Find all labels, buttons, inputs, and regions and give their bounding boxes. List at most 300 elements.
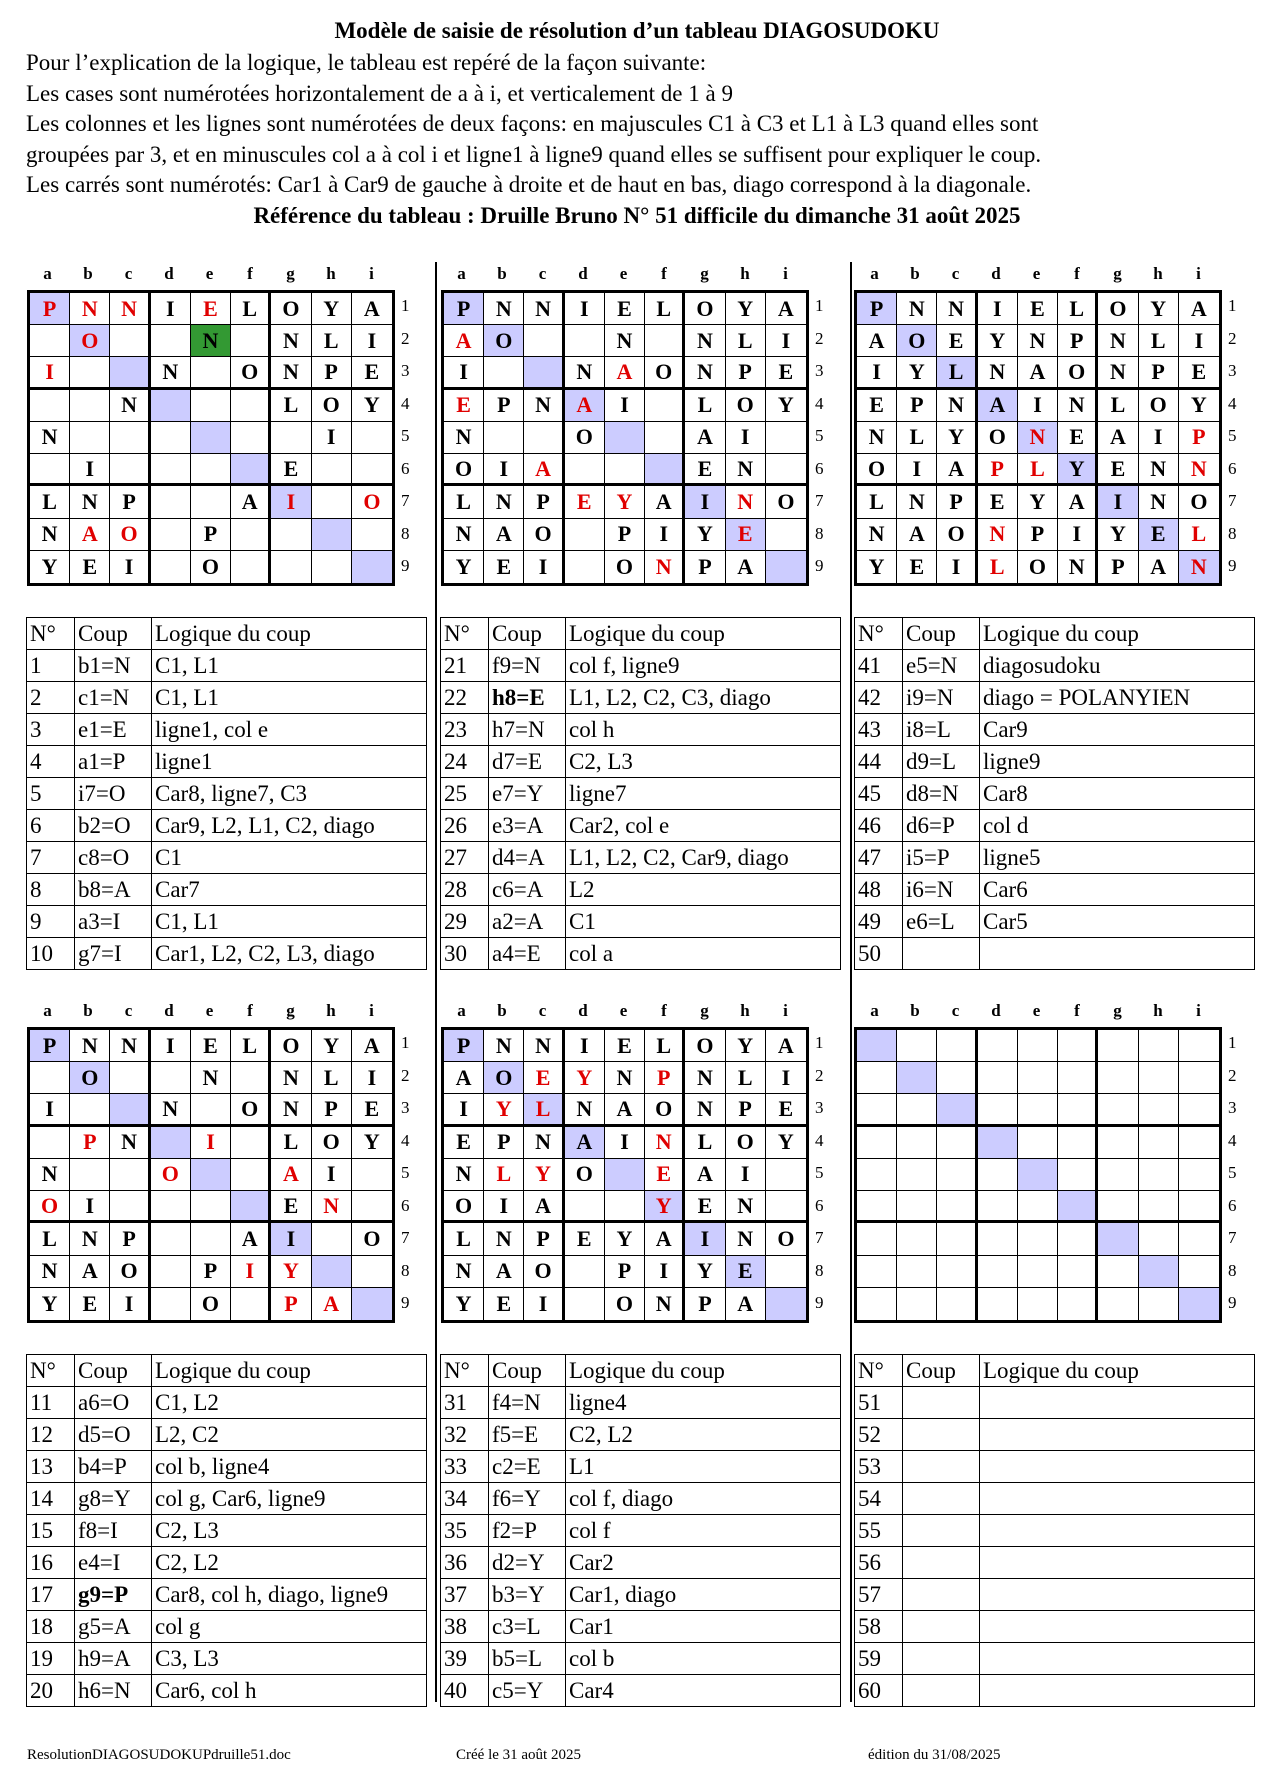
sudoku-cell: Y: [312, 1030, 352, 1062]
sudoku-cell: P: [897, 390, 937, 422]
sudoku-cell: E: [726, 1256, 766, 1288]
sudoku-cell: N: [484, 486, 524, 518]
sudoku-cell: I: [444, 357, 484, 389]
move-coup: b2=O: [75, 810, 152, 842]
sudoku-cell: L: [444, 486, 484, 518]
sudoku-cell: O: [352, 1223, 392, 1255]
sudoku-cell: A: [645, 486, 685, 518]
sudoku-cell: A: [70, 519, 110, 551]
column-letters: [854, 1001, 1222, 1021]
sudoku-cell: N: [1098, 357, 1138, 389]
row-number: 7: [1228, 491, 1237, 510]
move-number: 30: [441, 938, 489, 970]
sudoku-cell: A: [766, 293, 806, 325]
table-row: [27, 1515, 427, 1547]
move-coup: c3=L: [489, 1611, 566, 1643]
sudoku-cell: P: [110, 486, 150, 518]
sudoku-cell: [937, 1159, 977, 1191]
column-letter: h: [1153, 264, 1163, 283]
move-coup: i8=L: [903, 714, 980, 746]
sudoku-cell: [897, 1191, 937, 1223]
sudoku-cell: P: [1018, 519, 1058, 551]
row-numbers: [815, 290, 831, 586]
sudoku-cell: [1018, 1094, 1058, 1126]
move-coup: [903, 1611, 980, 1643]
row-number: 3: [1228, 1098, 1237, 1117]
sudoku-cell: O: [110, 1256, 150, 1288]
sudoku-cell: P: [484, 390, 524, 422]
row-number: 6: [815, 458, 824, 478]
table-row: [27, 1643, 427, 1675]
sudoku-cell: [897, 1094, 937, 1126]
table-row: [27, 906, 427, 938]
sudoku-cell: N: [978, 357, 1018, 389]
sudoku-cell: [1018, 1159, 1058, 1191]
sudoku-cell: [1139, 1256, 1179, 1288]
sudoku-cell: [110, 422, 150, 454]
move-logic: col d: [980, 810, 1255, 842]
sudoku-cell: P: [726, 357, 766, 389]
sudoku-cell: [1179, 1030, 1219, 1062]
sudoku-cell: [271, 422, 311, 454]
sudoku-cell: [978, 1223, 1018, 1255]
column-letter: d: [164, 264, 174, 283]
sudoku-cell: E: [352, 1094, 392, 1126]
move-logic: C1: [152, 842, 427, 874]
sudoku-cell: [1139, 1191, 1179, 1223]
move-coup: f9=N: [489, 650, 566, 682]
table-row: [855, 778, 1255, 810]
sudoku-cell: [1179, 1288, 1219, 1320]
sudoku-cell: L: [312, 325, 352, 357]
sudoku-cell: I: [1179, 325, 1219, 357]
sudoku-cell: O: [1098, 293, 1138, 325]
sudoku-cell: A: [231, 486, 271, 518]
table-row: [441, 1515, 841, 1547]
move-coup: g8=Y: [75, 1483, 152, 1515]
sudoku-cell: [1018, 1191, 1058, 1223]
sudoku-cell: I: [857, 357, 897, 389]
grid-2: [441, 290, 809, 586]
row-number: 1: [1228, 1033, 1237, 1052]
sudoku-cell: A: [565, 1127, 605, 1159]
sudoku-cell: E: [1098, 454, 1138, 486]
sudoku-cell: [312, 551, 352, 583]
move-coup: h8=E: [489, 682, 566, 714]
column-letter: d: [578, 1001, 588, 1020]
move-coup: e1=E: [75, 714, 152, 746]
sudoku-cell: [645, 390, 685, 422]
row-number: 6: [1228, 1195, 1237, 1215]
move-number: 26: [441, 810, 489, 842]
sudoku-cell: [1058, 1094, 1098, 1126]
sudoku-cell: E: [191, 1030, 231, 1062]
sudoku-cell: [231, 519, 271, 551]
sudoku-cell: N: [30, 1159, 70, 1191]
sudoku-cell: I: [110, 551, 150, 583]
sudoku-cell: P: [685, 551, 725, 583]
move-coup: [903, 1483, 980, 1515]
sudoku-cell: E: [271, 454, 311, 486]
sudoku-cell: O: [191, 1288, 231, 1320]
sudoku-cell: A: [685, 422, 725, 454]
sudoku-cell: Y: [1058, 454, 1098, 486]
row-number: 7: [815, 1228, 824, 1247]
sudoku-cell: L: [1018, 454, 1058, 486]
sudoku-cell: [151, 519, 191, 551]
sudoku-cell: L: [685, 390, 725, 422]
sudoku-cell: [1098, 1030, 1138, 1062]
sudoku-cell: [352, 1256, 392, 1288]
column-letter: c: [951, 264, 960, 283]
sudoku-cell: L: [726, 1062, 766, 1094]
move-coup: b5=L: [489, 1643, 566, 1675]
sudoku-cell: P: [484, 1127, 524, 1159]
row-number: 4: [815, 1130, 824, 1150]
sudoku-cell: [151, 551, 191, 583]
sudoku-cell: L: [30, 1223, 70, 1255]
header-num: N°: [855, 1355, 903, 1387]
header-logic: Logique du coup: [566, 618, 841, 650]
sudoku-cell: E: [271, 1191, 311, 1223]
column-letter: i: [369, 264, 374, 283]
sudoku-cell: [1179, 1191, 1219, 1223]
column-letter: i: [1196, 1001, 1201, 1020]
sudoku-cell: [70, 1094, 110, 1126]
sudoku-cell: [191, 486, 231, 518]
move-coup: a2=A: [489, 906, 566, 938]
row-number: 5: [401, 426, 410, 445]
column-letter: a: [457, 1001, 466, 1020]
move-logic: [980, 1579, 1255, 1611]
move-number: 17: [27, 1579, 75, 1611]
column-letter: a: [870, 264, 879, 283]
sudoku-cell: [897, 1256, 937, 1288]
header-num: N°: [441, 618, 489, 650]
table-row: [27, 1451, 427, 1483]
moves-1-10: [26, 617, 427, 970]
move-logic: [980, 1419, 1255, 1451]
sudoku-cell: [645, 454, 685, 486]
sudoku-cell: L: [645, 293, 685, 325]
sudoku-cell: E: [766, 357, 806, 389]
move-coup: d8=N: [903, 778, 980, 810]
sudoku-cell: P: [30, 293, 70, 325]
intro-text: [26, 48, 1256, 201]
move-number: 3: [27, 714, 75, 746]
sudoku-cell: P: [524, 1223, 564, 1255]
sudoku-cell: [766, 1256, 806, 1288]
sudoku-cell: L: [726, 325, 766, 357]
sudoku-cell: I: [645, 519, 685, 551]
sudoku-cell: [1179, 1256, 1219, 1288]
move-logic: ligne4: [566, 1387, 841, 1419]
sudoku-cell: [231, 1062, 271, 1094]
move-logic: Car7: [152, 874, 427, 906]
sudoku-cell: N: [1139, 454, 1179, 486]
move-logic: C2, L3: [566, 746, 841, 778]
column-letter: g: [1113, 1001, 1122, 1020]
sudoku-cell: Y: [978, 325, 1018, 357]
table-row: [855, 1451, 1255, 1483]
row-number: 3: [401, 1098, 410, 1117]
move-number: 44: [855, 746, 903, 778]
sudoku-cell: [1179, 1062, 1219, 1094]
sudoku-cell: [1139, 1288, 1179, 1320]
sudoku-cell: O: [312, 390, 352, 422]
sudoku-cell: [1179, 1094, 1219, 1126]
sudoku-cell: I: [484, 1191, 524, 1223]
move-logic: [980, 1387, 1255, 1419]
sudoku-cell: [937, 1094, 977, 1126]
table-row: [855, 1387, 1255, 1419]
sudoku-cell: N: [70, 1223, 110, 1255]
table-row: [27, 1611, 427, 1643]
sudoku-cell: [1058, 1256, 1098, 1288]
sudoku-cell: N: [524, 1030, 564, 1062]
move-logic: ligne7: [566, 778, 841, 810]
sudoku-cell: E: [1179, 357, 1219, 389]
sudoku-cell: I: [312, 422, 352, 454]
sudoku-cell: E: [565, 486, 605, 518]
sudoku-cell: [110, 454, 150, 486]
sudoku-cell: L: [897, 422, 937, 454]
table-row: [441, 714, 841, 746]
row-number: 7: [1228, 1228, 1237, 1247]
sudoku-cell: [70, 1159, 110, 1191]
move-logic: [980, 938, 1255, 970]
move-coup: e6=L: [903, 906, 980, 938]
sudoku-cell: [70, 357, 110, 389]
move-logic: Car9, L2, L1, C2, diago: [152, 810, 427, 842]
move-number: 50: [855, 938, 903, 970]
sudoku-cell: A: [444, 325, 484, 357]
sudoku-cell: [766, 1288, 806, 1320]
sudoku-cell: Y: [352, 1127, 392, 1159]
sudoku-cell: N: [524, 293, 564, 325]
column-letter: c: [124, 1001, 133, 1020]
sudoku-cell: [30, 1127, 70, 1159]
move-logic: [980, 1611, 1255, 1643]
sudoku-cell: N: [191, 325, 231, 357]
sudoku-cell: [857, 1288, 897, 1320]
move-logic: [980, 1547, 1255, 1579]
table-row: [27, 938, 427, 970]
sudoku-cell: A: [726, 1288, 766, 1320]
sudoku-cell: O: [70, 1062, 110, 1094]
sudoku-cell: [312, 454, 352, 486]
sudoku-cell: I: [605, 390, 645, 422]
sudoku-cell: [857, 1062, 897, 1094]
sudoku-cell: P: [70, 1127, 110, 1159]
table-row: [27, 650, 427, 682]
column-letter: b: [83, 1001, 93, 1020]
row-number: 9: [815, 1293, 824, 1312]
sudoku-cell: [151, 486, 191, 518]
sudoku-cell: N: [645, 551, 685, 583]
sudoku-cell: [978, 1191, 1018, 1223]
row-number: 8: [815, 1260, 824, 1280]
sudoku-cell: [524, 422, 564, 454]
sudoku-cell: O: [645, 357, 685, 389]
sudoku-cell: E: [484, 1288, 524, 1320]
sudoku-cell: [70, 390, 110, 422]
sudoku-cell: [352, 519, 392, 551]
sudoku-cell: I: [565, 293, 605, 325]
sudoku-cell: I: [70, 454, 110, 486]
sudoku-cell: N: [1139, 486, 1179, 518]
footer-file: ResolutionDIAGOSUDOKUPdruille51.doc: [27, 1747, 291, 1763]
sudoku-cell: [312, 1256, 352, 1288]
move-number: 60: [855, 1675, 903, 1707]
sudoku-cell: [231, 1127, 271, 1159]
sudoku-cell: O: [1058, 357, 1098, 389]
sudoku-cell: [231, 325, 271, 357]
sudoku-cell: [110, 1094, 150, 1126]
move-coup: h6=N: [75, 1675, 152, 1707]
sudoku-cell: Y: [645, 1191, 685, 1223]
sudoku-cell: O: [857, 454, 897, 486]
row-number: 6: [401, 1195, 410, 1215]
move-logic: C2, L3: [152, 1515, 427, 1547]
table-row: [855, 1547, 1255, 1579]
sudoku-cell: N: [1179, 551, 1219, 583]
move-number: 58: [855, 1611, 903, 1643]
move-logic: Car1, L2, C2, L3, diago: [152, 938, 427, 970]
header-num: N°: [27, 618, 75, 650]
sudoku-cell: N: [645, 1288, 685, 1320]
sudoku-cell: [1139, 1159, 1179, 1191]
table-row: [27, 1547, 427, 1579]
sudoku-cell: E: [484, 551, 524, 583]
sudoku-cell: N: [726, 1223, 766, 1255]
sudoku-cell: N: [444, 1256, 484, 1288]
row-number: 7: [815, 491, 824, 510]
row-number: 1: [401, 296, 410, 315]
move-number: 56: [855, 1547, 903, 1579]
moves-21-30: [440, 617, 841, 970]
sudoku-cell: [271, 519, 311, 551]
sudoku-cell: [151, 390, 191, 422]
sudoku-cell: [191, 1191, 231, 1223]
table-row: [855, 1643, 1255, 1675]
move-number: 49: [855, 906, 903, 938]
sudoku-cell: [937, 1062, 977, 1094]
move-logic: [980, 1515, 1255, 1547]
move-logic: L1: [566, 1451, 841, 1483]
sudoku-cell: N: [30, 519, 70, 551]
sudoku-cell: Y: [766, 1127, 806, 1159]
sudoku-cell: [1058, 1159, 1098, 1191]
sudoku-cell: [978, 1159, 1018, 1191]
sudoku-cell: P: [1179, 422, 1219, 454]
row-number: 5: [1228, 426, 1237, 445]
row-number: 6: [1228, 458, 1237, 478]
sudoku-cell: I: [565, 1030, 605, 1062]
move-logic: col f, diago: [566, 1483, 841, 1515]
sudoku-cell: [231, 551, 271, 583]
row-number: 9: [1228, 556, 1237, 575]
sudoku-cell: N: [110, 390, 150, 422]
move-coup: i9=N: [903, 682, 980, 714]
sudoku-cell: L: [231, 1030, 271, 1062]
move-logic: col f, ligne9: [566, 650, 841, 682]
grid-3: [854, 290, 1222, 586]
row-number: 8: [1228, 523, 1237, 543]
sudoku-cell: L: [524, 1094, 564, 1126]
sudoku-cell: L: [231, 293, 271, 325]
sudoku-cell: P: [685, 1288, 725, 1320]
column-letter: f: [247, 264, 253, 283]
sudoku-cell: N: [110, 293, 150, 325]
move-logic: Car2, col e: [566, 810, 841, 842]
header-logic: Logique du coup: [980, 1355, 1255, 1387]
move-coup: h7=N: [489, 714, 566, 746]
sudoku-cell: O: [30, 1191, 70, 1223]
move-number: 2: [27, 682, 75, 714]
sudoku-cell: Y: [766, 390, 806, 422]
column-letter: d: [991, 1001, 1001, 1020]
move-number: 28: [441, 874, 489, 906]
move-logic: col f: [566, 1515, 841, 1547]
row-numbers: [1228, 1027, 1244, 1323]
sudoku-cell: I: [937, 551, 977, 583]
sudoku-cell: [766, 551, 806, 583]
sudoku-cell: O: [484, 325, 524, 357]
sudoku-cell: O: [1179, 486, 1219, 518]
move-logic: Car8: [980, 778, 1255, 810]
sudoku-cell: O: [484, 1062, 524, 1094]
move-number: 24: [441, 746, 489, 778]
column-letter: e: [205, 264, 214, 283]
move-logic: L2: [566, 874, 841, 906]
sudoku-cell: N: [271, 1094, 311, 1126]
sudoku-cell: [1058, 1223, 1098, 1255]
row-number: 8: [401, 1260, 410, 1280]
move-logic: col h: [566, 714, 841, 746]
sudoku-cell: [151, 454, 191, 486]
sudoku-cell: [191, 1094, 231, 1126]
move-logic: Car8, col h, diago, ligne9: [152, 1579, 427, 1611]
column-divider: [850, 262, 852, 1702]
row-number: 1: [1228, 296, 1237, 315]
sudoku-cell: A: [605, 1094, 645, 1126]
move-logic: Car1, diago: [566, 1579, 841, 1611]
sudoku-cell: [110, 357, 150, 389]
column-letter: c: [538, 264, 547, 283]
move-number: 52: [855, 1419, 903, 1451]
sudoku-cell: [605, 1159, 645, 1191]
sudoku-cell: P: [312, 1094, 352, 1126]
sudoku-cell: A: [645, 1223, 685, 1255]
sudoku-cell: P: [312, 357, 352, 389]
table-row: [441, 682, 841, 714]
move-number: 25: [441, 778, 489, 810]
sudoku-cell: [231, 390, 271, 422]
move-logic: C2, L2: [152, 1547, 427, 1579]
sudoku-cell: I: [726, 422, 766, 454]
sudoku-cell: [1139, 1127, 1179, 1159]
row-number: 5: [401, 1163, 410, 1182]
sudoku-cell: N: [685, 1094, 725, 1126]
move-coup: i5=P: [903, 842, 980, 874]
sudoku-cell: [231, 1159, 271, 1191]
sudoku-cell: O: [766, 486, 806, 518]
sudoku-cell: [978, 1030, 1018, 1062]
table-row: [441, 1547, 841, 1579]
move-logic: [980, 1643, 1255, 1675]
move-coup: b8=A: [75, 874, 152, 906]
